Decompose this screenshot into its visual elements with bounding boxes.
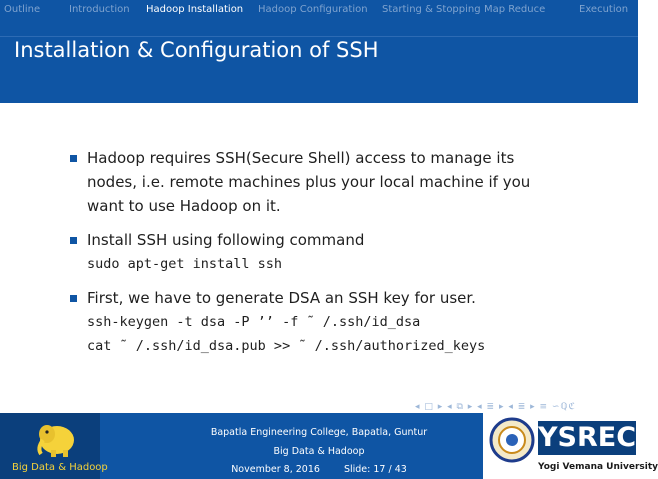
beamer-navigation-icons[interactable]: ◂ □ ▸ ◂ ⧉ ▸ ◂ ≣ ▸ ◂ ≣ ▸ ≡ ∽ℚℭ — [415, 402, 576, 412]
title-divider — [0, 36, 638, 37]
slide-title: Installation & Configuration of SSH — [14, 38, 379, 62]
nav-item-execution[interactable]: Execution — [579, 4, 629, 15]
footer-institution: Bapatla Engineering College, Bapatla, Guntur — [210, 427, 428, 438]
bullet-list — [70, 146, 590, 368]
university-seal-icon — [489, 417, 535, 463]
bullet-text: Hadoop requires SSH(Secure Shell) access to manage its — [87, 149, 515, 167]
code-line: ssh-keygen -t dsa -P ’’ -f ˜ /.ssh/id_dsa — [87, 314, 421, 330]
bullet-square-icon — [70, 295, 77, 302]
bullet-text: want to use Hadoop on it. — [87, 197, 281, 215]
section-nav — [0, 0, 638, 19]
code-line: cat ˜ /.ssh/id_dsa.pub >> ˜ /.ssh/authorized_keys — [87, 338, 486, 354]
nav-item-map-reduce[interactable]: Map Reduce — [484, 4, 546, 15]
list-item — [70, 286, 590, 358]
bullet-square-icon — [70, 237, 77, 244]
code-line: sudo apt-get install ssh — [87, 256, 283, 272]
ysrec-logo-text: YSREC — [538, 422, 637, 453]
footer-date: November 8, 2016 — [231, 464, 320, 475]
nav-item-introduction[interactable]: Introduction — [69, 4, 130, 15]
nav-item-hadoop-installation[interactable]: Hadoop Installation — [146, 4, 244, 15]
list-item — [70, 146, 590, 218]
university-name: Yogi Vemana University — [538, 462, 658, 472]
nav-item-outline[interactable]: Outline — [4, 4, 41, 15]
footer-slide-number: Slide: 17 / 43 — [343, 464, 407, 475]
bullet-text: Install SSH using following command — [87, 231, 365, 249]
footer-course: Big Data & Hadoop — [273, 446, 365, 457]
bullet-text: nodes, i.e. remote machines plus your local machine if you — [87, 173, 531, 191]
nav-item-starting-stopping[interactable]: Starting & Stopping — [382, 4, 481, 15]
bullet-text: First, we have to generate DSA an SSH key for user. — [87, 289, 476, 307]
logo-caption: Big Data & Hadoop — [12, 462, 108, 473]
list-item — [70, 228, 590, 276]
bullet-square-icon — [70, 155, 77, 162]
nav-item-hadoop-configuration[interactable]: Hadoop Configuration — [258, 4, 368, 15]
